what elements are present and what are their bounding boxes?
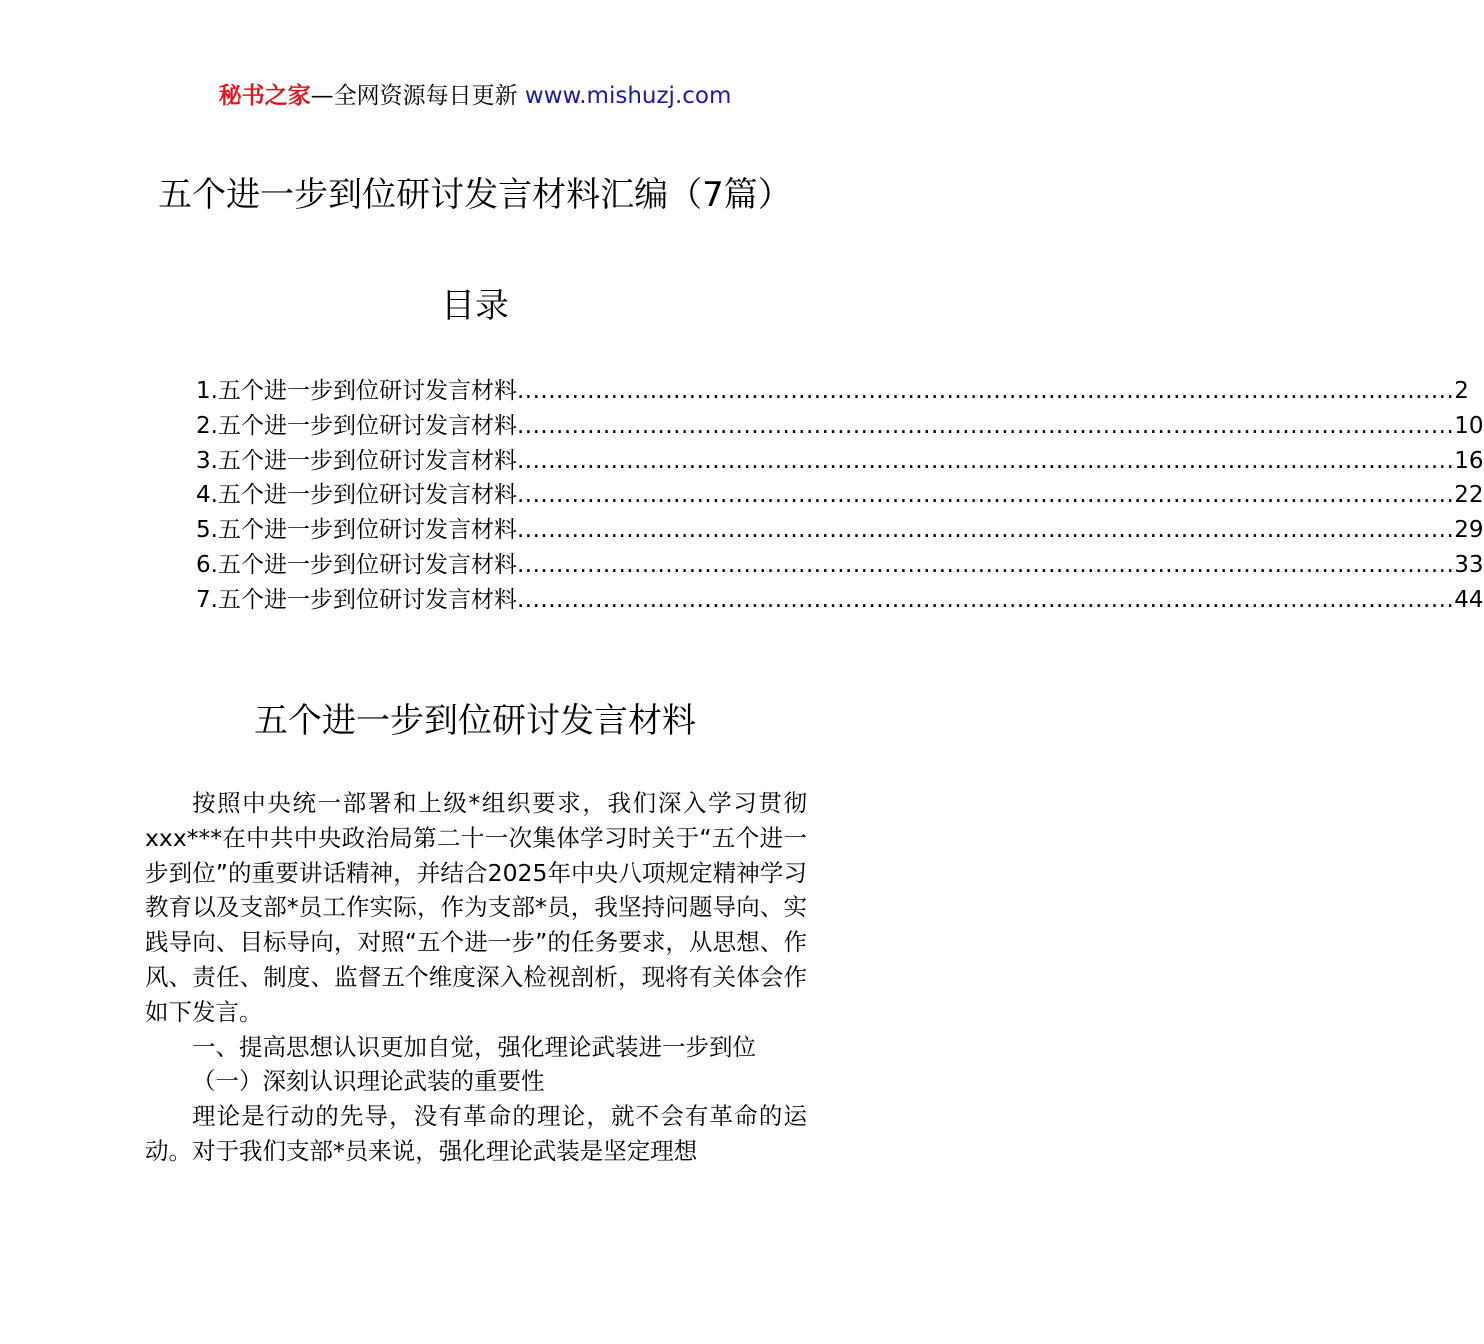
toc-dot-leader: ........................................................................................................................ <box>516 517 1455 544</box>
site-header <box>0 80 950 112</box>
toc-entry[interactable] <box>196 374 1469 409</box>
toc-entry-label: 4.五个进一步到位研讨发言材料 <box>196 482 517 509</box>
toc-entry-page: 44 <box>1454 586 1484 613</box>
toc-entry-page: 29 <box>1454 517 1484 544</box>
body-paragraph: 按照中央统一部署和上级*组织要求，我们深入学习贯彻xxx***在中共中央政治局第二十一次集体学习时关于“五个进一步到位”的重要讲话精神，并结合2025年中央八项规定精神学习教育以及支部*员工作实际，作为支部*员，我坚持问题导向、实践导向、目标导向，对照“五个进一步”的任务要求，从思想、作风、责任、制度、监督五个维度深入检视剖析，现将有关体会作如下发言。 <box>145 789 807 1026</box>
toc-entry-page: 16 <box>1454 447 1484 474</box>
body-paragraph: （一）深刻认识理论武装的重要性 <box>192 1067 545 1096</box>
toc-dot-leader: ........................................................................................................................ <box>516 378 1455 404</box>
toc-entry-label: 6.五个进一步到位研讨发言材料 <box>196 551 517 578</box>
toc-dot-leader: ........................................................................................................................ <box>516 447 1455 474</box>
toc-entry-page: 22 <box>1454 482 1484 509</box>
toc-entry[interactable] <box>196 583 1484 618</box>
toc-entry-label: 2.五个进一步到位研讨发言材料 <box>196 412 517 439</box>
body-paragraph: 一、提高思想认识更加自觉，强化理论武装进一步到位 <box>192 1032 756 1061</box>
table-of-contents <box>196 374 1484 618</box>
toc-entry-page: 33 <box>1454 551 1484 578</box>
toc-dot-leader: ........................................................................................................................ <box>516 551 1455 578</box>
toc-entry-page: 2 <box>1454 378 1469 404</box>
toc-entry[interactable] <box>196 478 1484 513</box>
brand-name: 秘书之家 <box>218 83 311 109</box>
section-title: 五个进一步到位研讨发言材料 <box>254 701 696 741</box>
body-paragraph: 理论是行动的先导，没有革命的理论，就不会有革命的运动。对于我们支部*员来说，强化理论武装是坚定理想 <box>145 1102 807 1165</box>
toc-entry-label: 3.五个进一步到位研讨发言材料 <box>196 447 517 474</box>
toc-entry-page: 10 <box>1454 412 1484 439</box>
document-title: 五个进一步到位研讨发言材料汇编（7篇） <box>158 175 792 215</box>
body-text <box>145 786 807 1169</box>
toc-heading: 目录 <box>441 286 509 326</box>
toc-dot-leader: ........................................................................................................................ <box>516 482 1455 509</box>
header-tagline: —全网资源每日更新 <box>310 83 525 109</box>
toc-entry[interactable] <box>196 444 1484 479</box>
toc-dot-leader: ........................................................................................................................ <box>516 586 1455 613</box>
toc-dot-leader: ........................................................................................................................ <box>516 412 1455 439</box>
toc-entry[interactable] <box>196 513 1484 548</box>
toc-entry-label: 7.五个进一步到位研讨发言材料 <box>196 586 517 613</box>
toc-entry[interactable] <box>196 409 1484 444</box>
toc-entry[interactable] <box>196 548 1484 583</box>
toc-entry-label: 5.五个进一步到位研讨发言材料 <box>196 517 517 544</box>
site-url-link[interactable]: www.mishuzj.com <box>524 83 732 109</box>
toc-entry-label: 1.五个进一步到位研讨发言材料 <box>196 378 517 404</box>
